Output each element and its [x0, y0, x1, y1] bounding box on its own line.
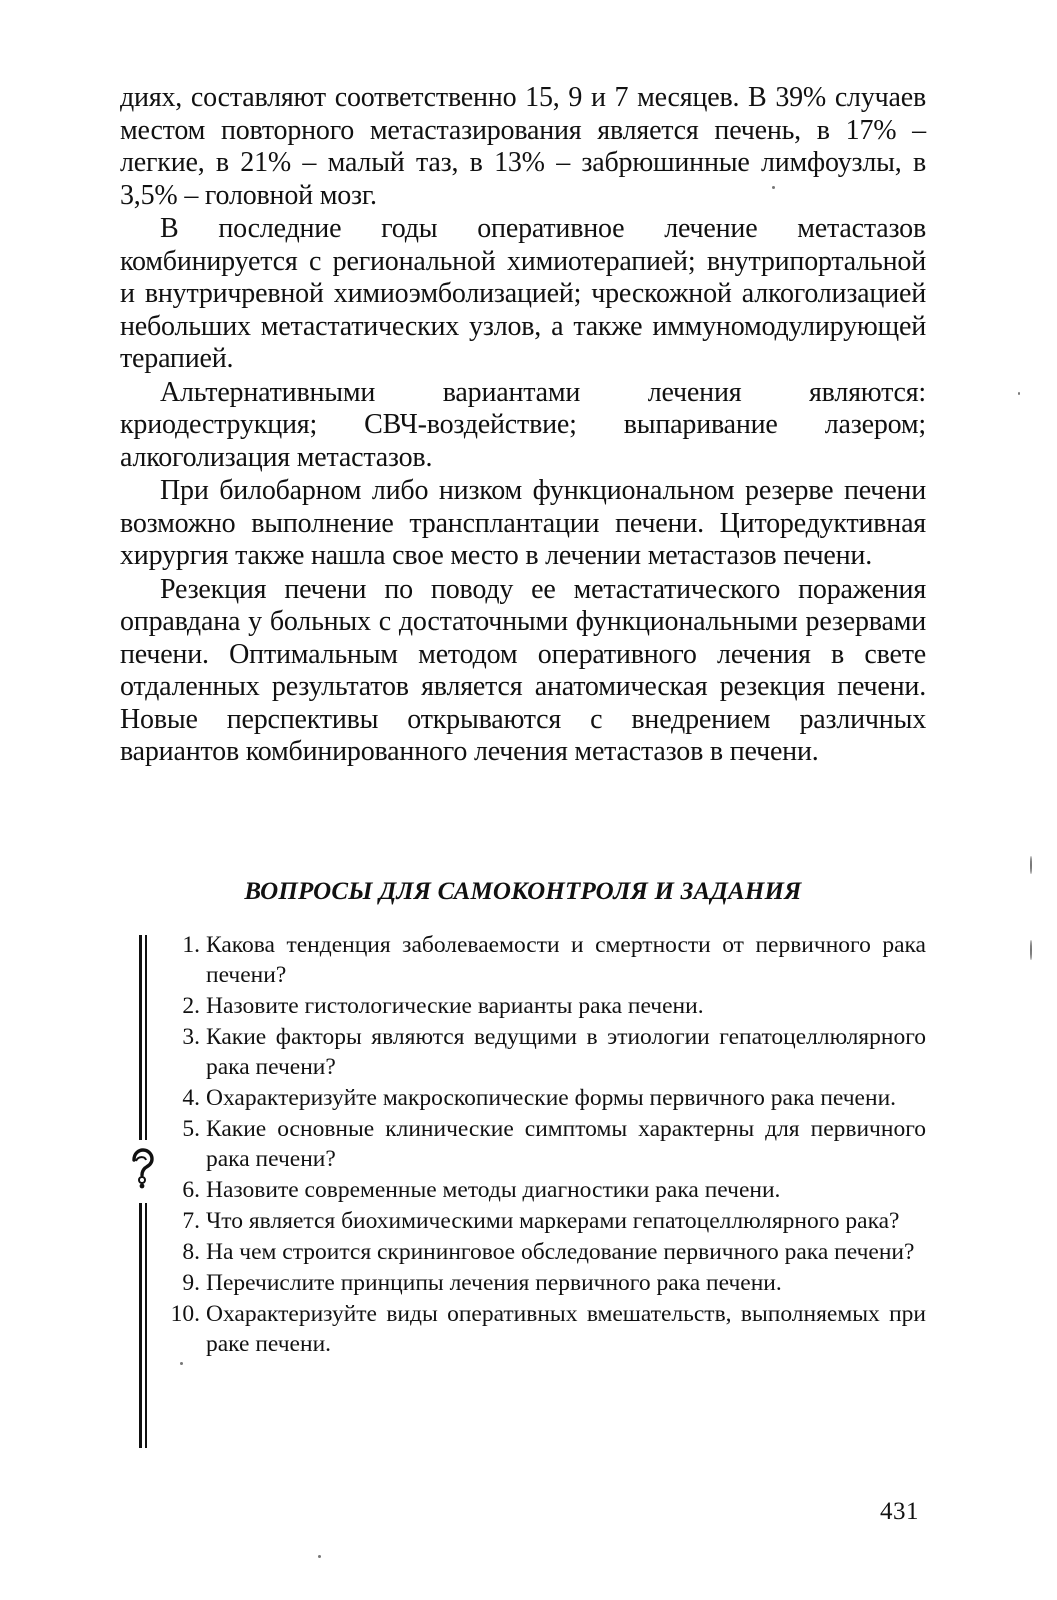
question-number: 9.	[182, 1270, 200, 1296]
question-number: 6.	[182, 1177, 200, 1203]
paragraph: В последние годы оперативное лечение метастазов комбинируется с региональной химиотерапией; внутрипортальной и внутричревной химиоэмболизацией; чрескожной алкоголизацией небольших метастатических узлов, а также иммуномодулирующей терапией.	[120, 213, 926, 374]
question-text: Назовите гистологические варианты рака печени.	[206, 993, 704, 1019]
question-text: Какова тенденция заболеваемости и смертности от первичного рака печени?	[206, 932, 926, 988]
list-item	[168, 1268, 926, 1298]
list-item	[168, 1206, 926, 1236]
scan-speck	[1030, 856, 1032, 874]
paragraph: Резекция печени по поводу ее метастатического поражения оправдана у больных с достаточными функциональными резервами печени. Оптимальным методом оперативного лечения в свете отдаленных результатов является анатомическая резекция печени. Новые перспективы открываются с внедрением различных вариантов комбинированного лечения метастазов в печени.	[120, 573, 926, 767]
question-number: 8.	[182, 1239, 200, 1265]
margin-bar-lower-thin	[145, 1203, 147, 1448]
paragraph: При билобарном либо низком функциональном резерве печени возможно выполнение трансплантации печени. Циторедуктивная хирургия также нашла свое место в лечении метастазов печени.	[120, 475, 926, 571]
margin-bar-upper-thin	[145, 935, 147, 1140]
question-number: 10.	[170, 1301, 200, 1327]
body-text	[120, 82, 926, 770]
question-text: Охарактеризуйте виды оперативных вмешательств, выполняемых при раке печени.	[206, 1301, 926, 1357]
question-text: Что является биохимическими маркерами гепатоцеллюлярного рака?	[206, 1208, 900, 1234]
question-text: Назовите современные методы диагностики рака печени.	[206, 1177, 781, 1203]
scan-speck	[318, 1555, 321, 1558]
list-item	[168, 991, 926, 1021]
list-item	[168, 1022, 926, 1082]
list-item	[168, 1114, 926, 1174]
list-item	[168, 930, 926, 990]
scan-speck	[1018, 392, 1020, 395]
scan-speck	[1030, 940, 1032, 960]
margin-bar-upper	[139, 935, 142, 1140]
scan-speck	[772, 186, 775, 189]
section-title: ВОПРОСЫ ДЛЯ САМОКОНТРОЛЯ И ЗАДАНИЯ	[244, 878, 802, 905]
question-number: 7.	[182, 1208, 200, 1234]
question-text: Перечислите принципы лечения первичного рака печени.	[206, 1270, 782, 1296]
question-text: Какие факторы являются ведущими в этиологии гепатоцеллюлярного рака печени?	[206, 1024, 926, 1080]
questions-list	[168, 930, 926, 1360]
question-mark-icon	[127, 1148, 157, 1190]
page-number: 431	[880, 1498, 919, 1525]
paragraph: диях, составляют соответственно 15, 9 и 7 месяцев. В 39% случаев местом повторного метастазирования является печень, в 17% – легкие, в 21% – малый таз, в 13% – забрюшинные лимфоузлы, в 3,5% – головной мозг.	[120, 82, 926, 211]
question-number: 4.	[182, 1085, 200, 1111]
list-item	[168, 1083, 926, 1113]
paragraph: Альтернативными вариантами лечения являются: криодеструкция; СВЧ-воздействие; выпаривание лазером; алкоголизация метастазов.	[120, 376, 926, 473]
question-number: 2.	[182, 993, 200, 1019]
question-text: Какие основные клинические симптомы характерны для первичного рака печени?	[206, 1116, 926, 1172]
question-text: На чем строится скрининговое обследование первичного рака печени?	[206, 1239, 915, 1265]
question-number: 3.	[182, 1024, 200, 1050]
list-item	[168, 1237, 926, 1267]
question-text: Охарактеризуйте макроскопические формы первичного рака печени.	[206, 1085, 897, 1111]
question-number: 1.	[182, 932, 200, 958]
list-item	[168, 1299, 926, 1359]
question-number: 5.	[182, 1116, 200, 1142]
scan-speck	[180, 1362, 183, 1365]
list-item	[168, 1175, 926, 1205]
margin-bar-lower	[139, 1203, 142, 1448]
